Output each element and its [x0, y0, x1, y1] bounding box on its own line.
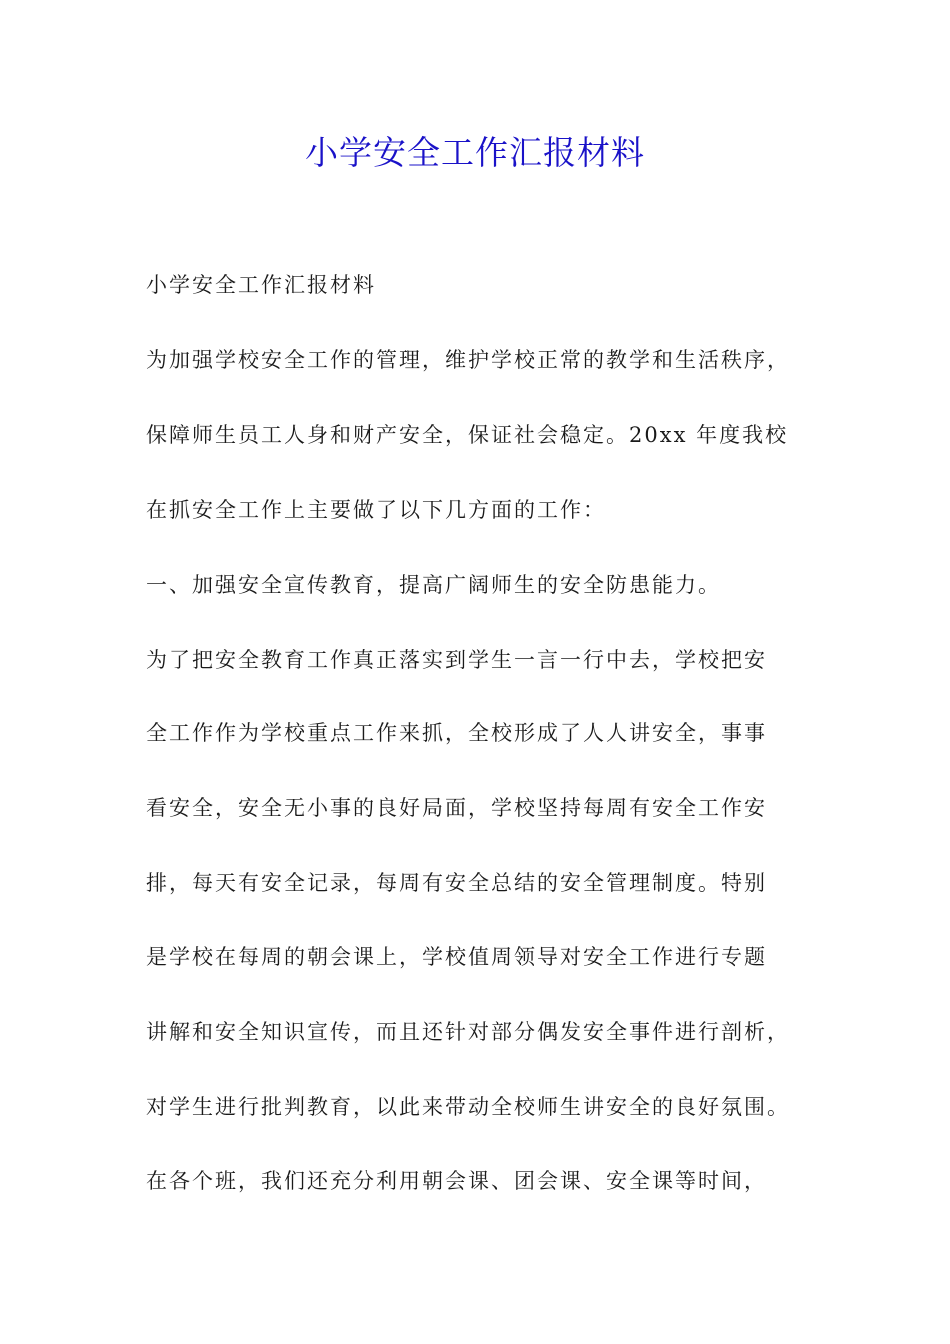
- body-line: 看安全，安全无小事的良好局面，学校坚持每周有安全工作安: [146, 796, 767, 820]
- section-heading-line: 一、加强安全宣传教育，提高广阔师生的安全防患能力。: [146, 573, 721, 597]
- body-line: 对学生进行批判教育，以此来带动全校师生讲安全的良好氛围。: [146, 1095, 790, 1119]
- document-title: 小学安全工作汇报材料: [305, 133, 645, 172]
- body-line-subtitle: 小学安全工作汇报材料: [146, 273, 376, 297]
- body-line: 为加强学校安全工作的管理，维护学校正常的教学和生活秩序，: [146, 348, 790, 372]
- body-line: 在抓安全工作上主要做了以下几方面的工作：: [146, 498, 606, 522]
- body-line: 在各个班，我们还充分利用朝会课、团会课、安全课等时间，: [146, 1169, 767, 1193]
- body-line: 讲解和安全知识宣传，而且还针对部分偶发安全事件进行剖析，: [146, 1020, 790, 1044]
- body-line: 排，每天有安全记录，每周有安全总结的安全管理制度。特别: [146, 871, 767, 895]
- body-line: 是学校在每周的朝会课上，学校值周领导对安全工作进行专题: [146, 945, 767, 969]
- body-line: 保障师生员工人身和财产安全，保证社会稳定。20xx 年度我校: [146, 423, 789, 447]
- body-line: 为了把安全教育工作真正落实到学生一言一行中去，学校把安: [146, 648, 767, 672]
- body-line: 全工作作为学校重点工作来抓，全校形成了人人讲安全，事事: [146, 721, 767, 745]
